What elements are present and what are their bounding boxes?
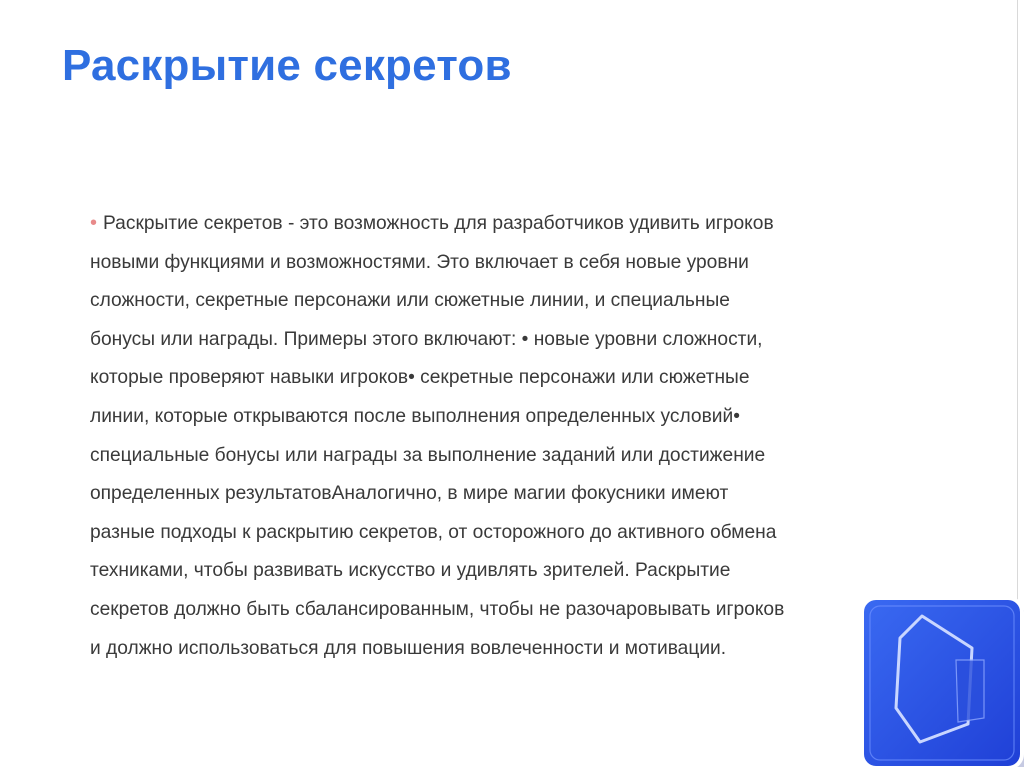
body-line: секретов должно быть сбалансированным, чтобы не разочаровывать игроков (90, 598, 785, 620)
page-fold (956, 660, 984, 722)
body-line: и должно использоваться для повышения вовлеченности и мотивации. (90, 637, 727, 659)
body-line: разные подходы к раскрытию секретов, от осторожного до активного обмена (90, 521, 777, 543)
body-line: специальные бонусы или награды за выполнение заданий или достижение (90, 444, 766, 466)
body-line: линии, которые открываются после выполнения определенных условий• (90, 405, 740, 427)
body-line: новыми функциями и возможностями. Это включает в себя новые уровни (90, 251, 749, 273)
body-line: определенных результатовАналогично, в мире магии фокусники имеют (90, 483, 729, 505)
body-line-text: Раскрытие секретов - это возможность для разработчиков удивить игроков (103, 213, 774, 234)
bullet-icon: • (90, 212, 98, 234)
body-line: бонусы или награды. Примеры этого включают: • новые уровни сложности, (90, 328, 763, 350)
slide-title: Раскрытие секретов (62, 41, 512, 90)
card-shape (862, 598, 1022, 767)
body-line: которые проверяют навыки игроков• секретные персонажи или сюжетные (90, 367, 750, 389)
blue-hexagon-card-icon (860, 590, 1024, 767)
slide-body (90, 204, 920, 668)
body-line (90, 204, 920, 244)
body-line: сложности, секретные персонажи или сюжетные линии, и специальные (90, 290, 730, 312)
body-line: техниками, чтобы развивать искусство и удивлять зрителей. Раскрытие (90, 560, 731, 582)
